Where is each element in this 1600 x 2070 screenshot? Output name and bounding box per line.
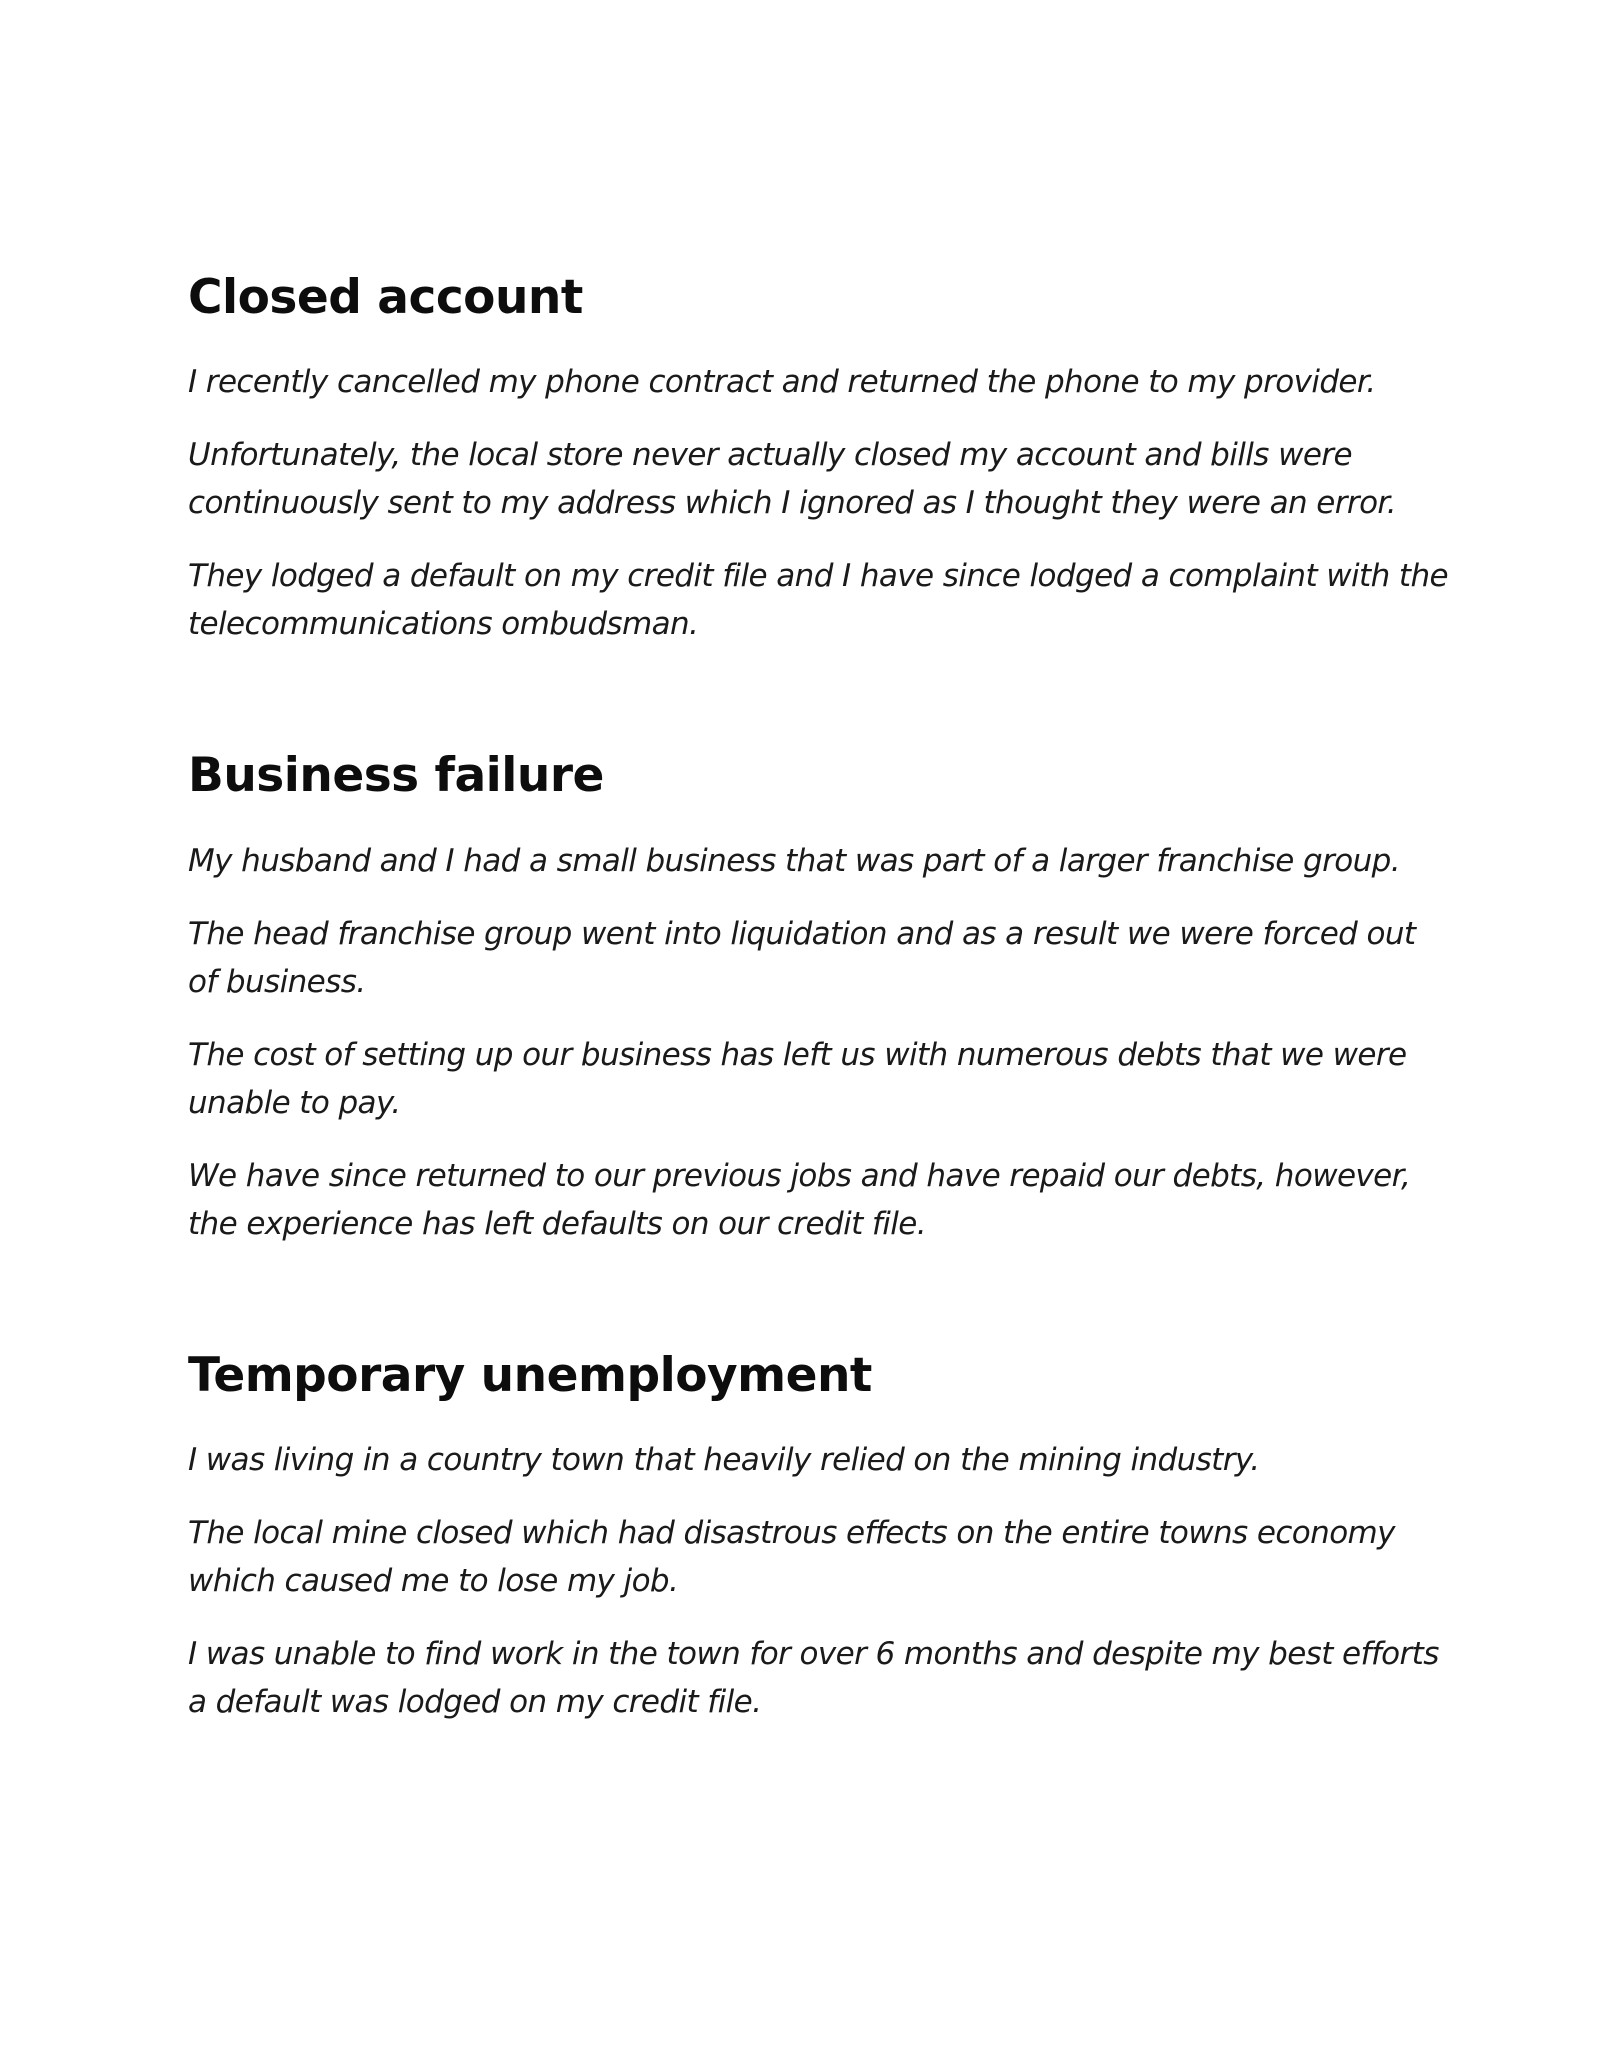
section-paragraph: We have since returned to our previous jobs and have repaid our debts, however, the experience has left defaults on our credit file. <box>188 1157 1411 1242</box>
section-temporary-unemployment <box>188 1348 1448 1726</box>
section-paragraph: I recently cancelled my phone contract and returned the phone to my provider. <box>188 364 1376 401</box>
section-heading: Business failure <box>188 748 604 804</box>
section-paragraph: Unfortunately, the local store never actually closed my account and bills were continuously sent to my address which I ignored as I thought they were an error. <box>188 437 1396 522</box>
section-closed-account <box>188 270 1448 648</box>
section-paragraph: The local mine closed which had disastrous effects on the entire towns economy which caused me to lose my job. <box>188 1515 1395 1600</box>
section-heading: Closed account <box>188 270 583 325</box>
section-paragraph: I was unable to find work in the town for over 6 months and despite my best efforts a default was lodged on my credit file. <box>188 1636 1439 1721</box>
section-paragraph: The cost of setting up our business has left us with numerous debts that we were unable to pay. <box>188 1036 1407 1121</box>
section-business-failure <box>188 748 1448 1247</box>
section-paragraph: The head franchise group went into liquidation and as a result we were forced out of business. <box>188 915 1416 1000</box>
document-page <box>188 270 1448 1726</box>
section-paragraph: I was living in a country town that heavily relied on the mining industry. <box>188 1442 1260 1479</box>
section-heading: Temporary unemployment <box>188 1347 872 1403</box>
section-paragraph: My husband and I had a small business that was part of a larger franchise group. <box>188 842 1400 879</box>
section-paragraph: They lodged a default on my credit file and I have since lodged a complaint with the telecommunications ombudsman. <box>188 558 1448 643</box>
